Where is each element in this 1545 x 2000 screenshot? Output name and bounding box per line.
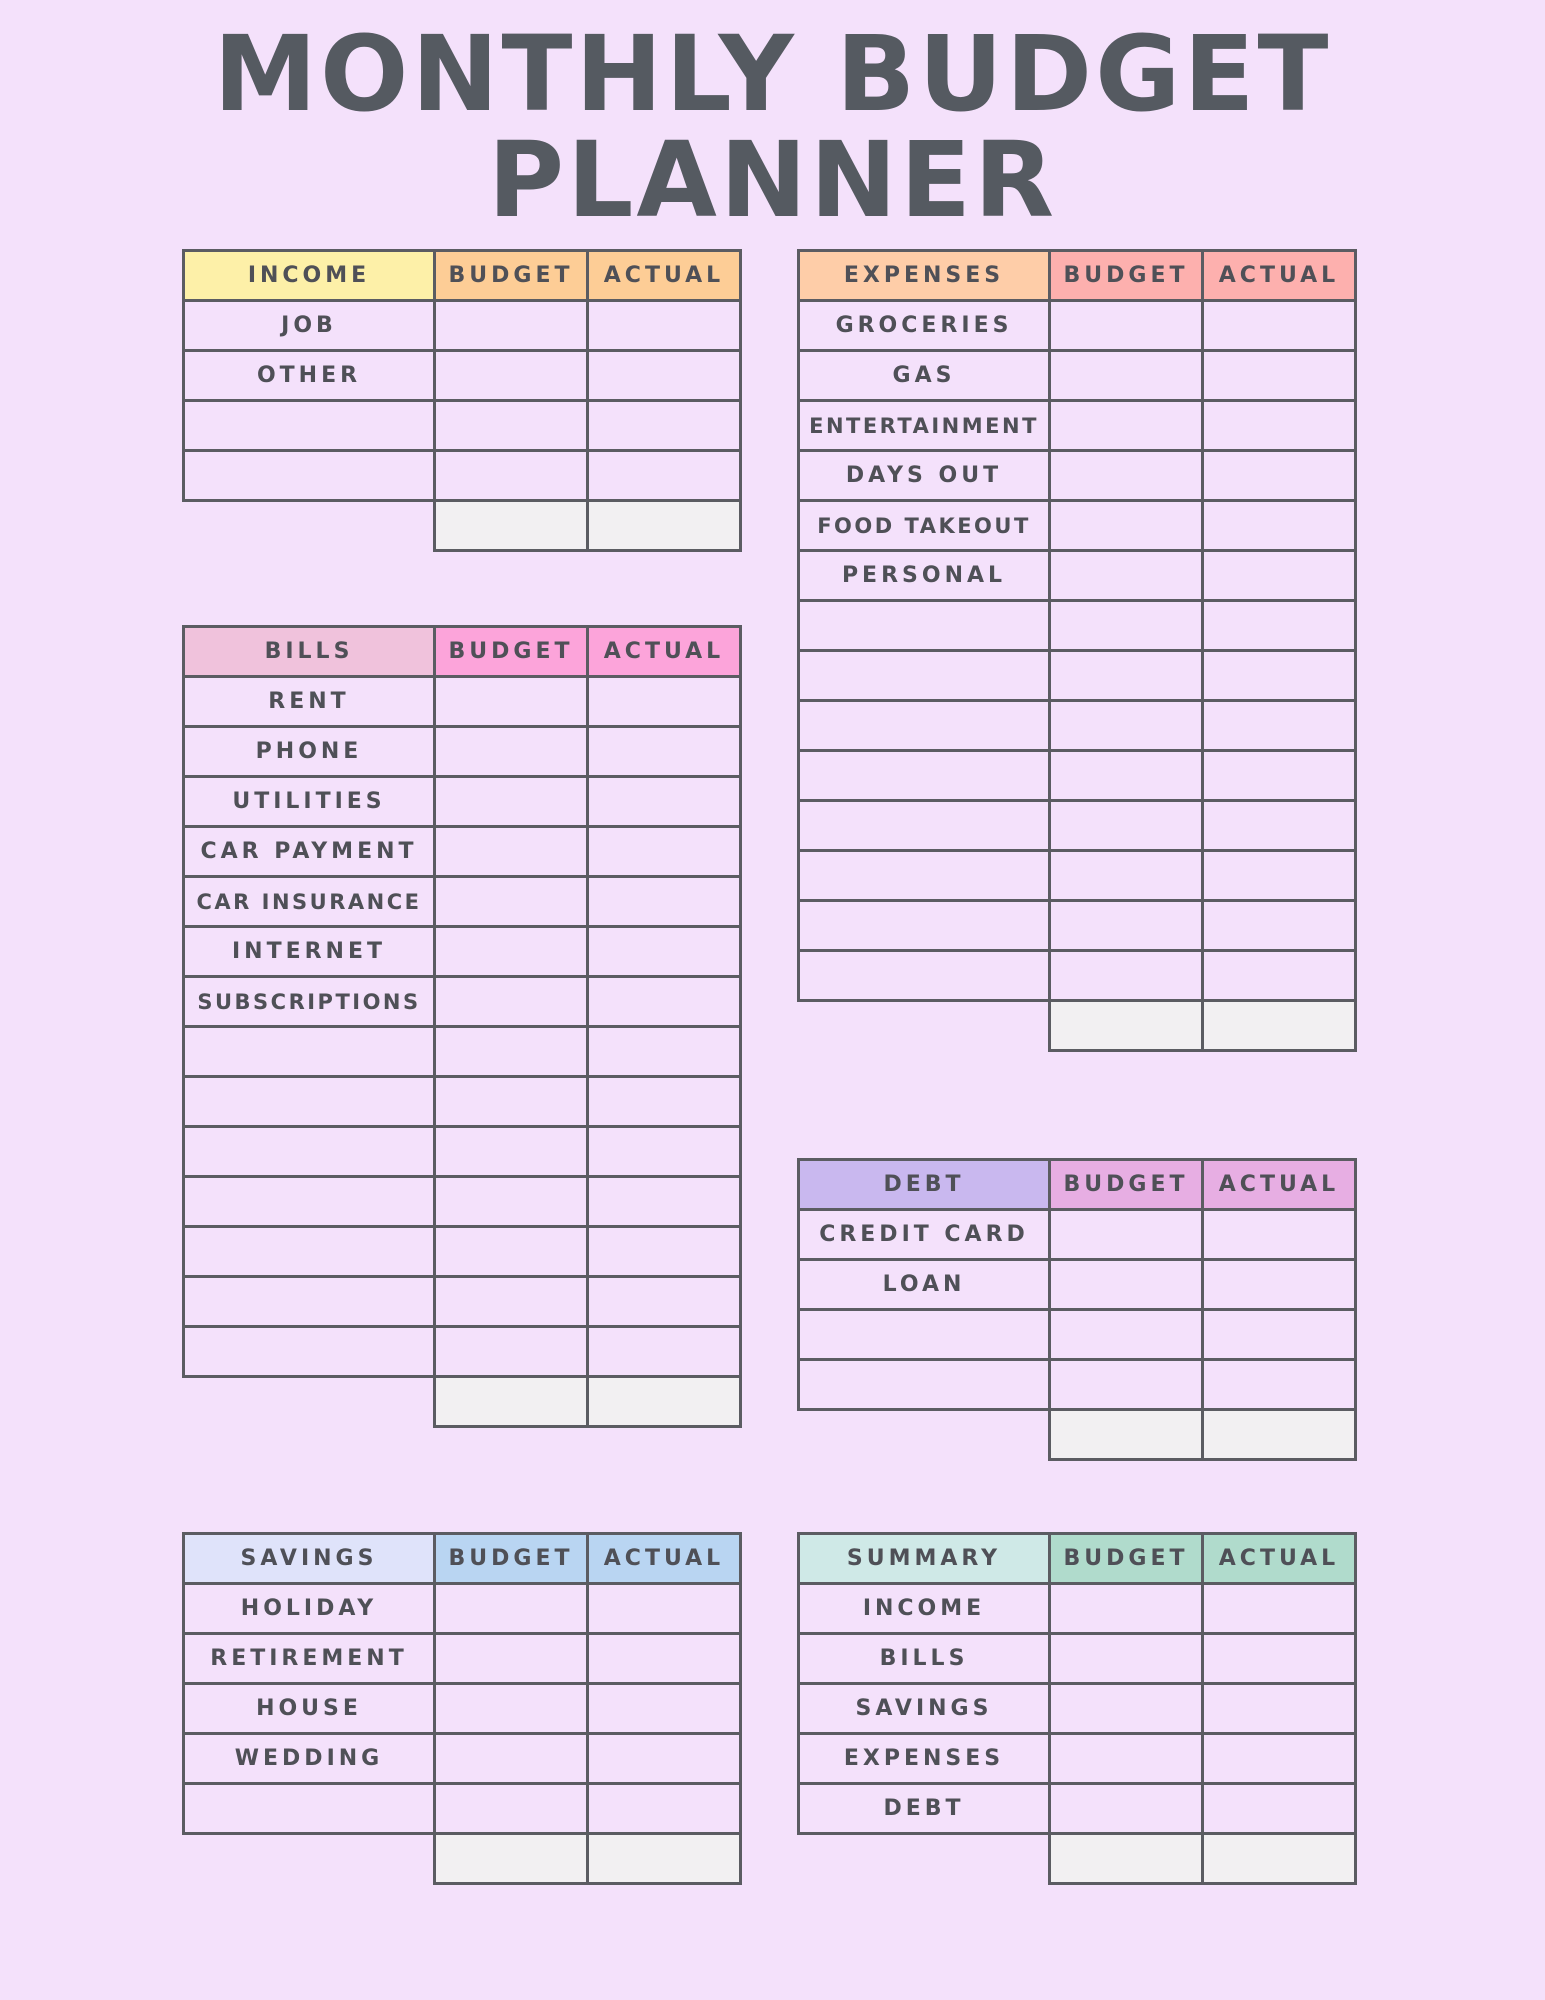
bills-row-label: SUBSCRIPTIONS — [184, 977, 435, 1027]
debt-budget-header: BUDGET — [1050, 1160, 1203, 1210]
bills-row-label: INTERNET — [184, 927, 435, 977]
expenses-row-label — [799, 901, 1050, 951]
bills-row-label — [184, 1027, 435, 1077]
debt-actual-cell[interactable] — [1203, 1260, 1356, 1310]
savings-header-row — [184, 1534, 741, 1584]
bills-actual-cell[interactable] — [588, 1177, 741, 1227]
table-row — [799, 851, 1356, 901]
expenses-row-label: FOOD TAKEOUT — [799, 501, 1050, 551]
bills-budget-total[interactable] — [435, 1377, 588, 1427]
savings-actual-cell[interactable] — [588, 1584, 741, 1634]
table-row — [184, 301, 741, 351]
bills-budget-cell[interactable] — [435, 677, 588, 727]
bills-row-label: CAR INSURANCE — [184, 877, 435, 927]
bills-actual-cell[interactable] — [588, 677, 741, 727]
savings-budget-cell[interactable] — [435, 1634, 588, 1684]
bills-budget-cell[interactable] — [435, 1227, 588, 1277]
bills-budget-cell[interactable] — [435, 777, 588, 827]
table-row — [799, 1310, 1356, 1360]
income-row-label — [184, 401, 435, 451]
expenses-actual-cell[interactable] — [1203, 501, 1356, 551]
bills-section-header: BILLS — [184, 627, 435, 677]
expenses-row-label — [799, 651, 1050, 701]
summary-actual-cell[interactable] — [1203, 1684, 1356, 1734]
table-row — [799, 501, 1356, 551]
table-row — [184, 1784, 741, 1834]
table-row — [799, 1634, 1356, 1684]
table-row — [799, 651, 1356, 701]
income-actual-cell[interactable] — [588, 401, 741, 451]
savings-budget-total[interactable] — [435, 1834, 588, 1884]
expenses-row-label: DAYS OUT — [799, 451, 1050, 501]
table-row — [799, 601, 1356, 651]
expenses-budget-cell[interactable] — [1050, 501, 1203, 551]
bills-budget-header: BUDGET — [435, 627, 588, 677]
expenses-budget-cell[interactable] — [1050, 551, 1203, 601]
bills-row-label — [184, 1277, 435, 1327]
income-actual-cell[interactable] — [588, 451, 741, 501]
debt-budget-cell[interactable] — [1050, 1360, 1203, 1410]
income-actual-cell[interactable] — [588, 351, 741, 401]
table-row — [184, 1027, 741, 1077]
table-row — [799, 1210, 1356, 1260]
bills-row-label — [184, 1227, 435, 1277]
savings-budget-cell[interactable] — [435, 1684, 588, 1734]
savings-row-label: WEDDING — [184, 1734, 435, 1784]
income-actual-header: ACTUAL — [588, 251, 741, 301]
expenses-actual-cell[interactable] — [1203, 651, 1356, 701]
debt-actual-cell[interactable] — [1203, 1210, 1356, 1260]
expenses-section-header: EXPENSES — [799, 251, 1050, 301]
expenses-row-label — [799, 851, 1050, 901]
bills-row-label: RENT — [184, 677, 435, 727]
expenses-actual-cell[interactable] — [1203, 701, 1356, 751]
summary-budget-cell[interactable] — [1050, 1734, 1203, 1784]
summary-row-label: INCOME — [799, 1584, 1050, 1634]
total-spacer — [184, 1834, 435, 1884]
table-row — [184, 1277, 741, 1327]
debt-row-label — [799, 1310, 1050, 1360]
total-spacer — [184, 1377, 435, 1427]
table-row — [799, 1584, 1356, 1634]
summary-actual-cell[interactable] — [1203, 1634, 1356, 1684]
bills-budget-cell[interactable] — [435, 1277, 588, 1327]
savings-actual-total[interactable] — [588, 1834, 741, 1884]
table-row — [184, 1077, 741, 1127]
income-budget-cell[interactable] — [435, 351, 588, 401]
bills-budget-cell[interactable] — [435, 1177, 588, 1227]
expenses-budget-header: BUDGET — [1050, 251, 1203, 301]
bills-actual-cell[interactable] — [588, 1027, 741, 1077]
summary-row-label: BILLS — [799, 1634, 1050, 1684]
expenses-budget-cell[interactable] — [1050, 351, 1203, 401]
table-row — [799, 1684, 1356, 1734]
bills-actual-cell[interactable] — [588, 1077, 741, 1127]
debt-row-label: LOAN — [799, 1260, 1050, 1310]
bills-row-label — [184, 1177, 435, 1227]
expenses-actual-cell[interactable] — [1203, 351, 1356, 401]
summary-budget-cell[interactable] — [1050, 1584, 1203, 1634]
expenses-budget-cell[interactable] — [1050, 801, 1203, 851]
summary-budget-cell[interactable] — [1050, 1634, 1203, 1684]
table-row — [184, 677, 741, 727]
expenses-actual-cell[interactable] — [1203, 751, 1356, 801]
bills-row-label — [184, 1077, 435, 1127]
table-row — [799, 351, 1356, 401]
summary-budget-total[interactable] — [1050, 1834, 1203, 1884]
bills-actual-cell[interactable] — [588, 927, 741, 977]
savings-row-label: HOUSE — [184, 1684, 435, 1734]
expenses-budget-cell[interactable] — [1050, 651, 1203, 701]
expenses-budget-cell[interactable] — [1050, 851, 1203, 901]
debt-budget-cell[interactable] — [1050, 1260, 1203, 1310]
expenses-row-label — [799, 801, 1050, 851]
expenses-row-label: GROCERIES — [799, 301, 1050, 351]
expenses-budget-cell[interactable] — [1050, 401, 1203, 451]
expenses-actual-cell[interactable] — [1203, 551, 1356, 601]
page-title-line2: PLANNER — [487, 119, 1058, 241]
summary-section-header: SUMMARY — [799, 1534, 1050, 1584]
bills-budget-cell[interactable] — [435, 1327, 588, 1377]
summary-actual-cell[interactable] — [1203, 1734, 1356, 1784]
income-row-label: OTHER — [184, 351, 435, 401]
income-budget-cell[interactable] — [435, 301, 588, 351]
table-row — [184, 351, 741, 401]
savings-table — [182, 1532, 742, 1885]
table-row — [184, 777, 741, 827]
savings-total-row — [184, 1834, 741, 1884]
page-title-line1: MONTHLY BUDGET — [213, 13, 1332, 135]
summary-row-label: EXPENSES — [799, 1734, 1050, 1784]
savings-budget-cell[interactable] — [435, 1784, 588, 1834]
table-row — [799, 701, 1356, 751]
table-row — [184, 1227, 741, 1277]
expenses-row-label: ENTERTAINMENT — [799, 401, 1050, 451]
income-budget-cell[interactable] — [435, 451, 588, 501]
table-row — [184, 827, 741, 877]
bills-row-label — [184, 1127, 435, 1177]
bills-row-label: CAR PAYMENT — [184, 827, 435, 877]
expenses-row-label: PERSONAL — [799, 551, 1050, 601]
total-spacer — [799, 1410, 1050, 1460]
income-budget-total[interactable] — [435, 501, 588, 551]
table-row — [799, 901, 1356, 951]
debt-row-label: CREDIT CARD — [799, 1210, 1050, 1260]
income-actual-cell[interactable] — [588, 301, 741, 351]
table-row — [799, 301, 1356, 351]
bills-actual-cell[interactable] — [588, 977, 741, 1027]
debt-budget-cell[interactable] — [1050, 1310, 1203, 1360]
bills-budget-cell[interactable] — [435, 977, 588, 1027]
expenses-budget-total[interactable] — [1050, 1001, 1203, 1051]
expenses-actual-cell[interactable] — [1203, 951, 1356, 1001]
expenses-actual-cell[interactable] — [1203, 451, 1356, 501]
expenses-actual-cell[interactable] — [1203, 301, 1356, 351]
bills-actual-total[interactable] — [588, 1377, 741, 1427]
bills-budget-cell[interactable] — [435, 727, 588, 777]
table-row — [184, 927, 741, 977]
bills-header-row — [184, 627, 741, 677]
table-row — [184, 401, 741, 451]
bills-row-label: PHONE — [184, 727, 435, 777]
table-row — [799, 1360, 1356, 1410]
table-row — [799, 401, 1356, 451]
debt-table — [797, 1158, 1357, 1461]
income-budget-header: BUDGET — [435, 251, 588, 301]
expenses-row-label: GAS — [799, 351, 1050, 401]
summary-row-label: DEBT — [799, 1784, 1050, 1834]
expenses-row-label — [799, 751, 1050, 801]
table-row — [799, 951, 1356, 1001]
summary-table — [797, 1532, 1357, 1885]
table-row — [184, 1327, 741, 1377]
bills-budget-cell[interactable] — [435, 1027, 588, 1077]
savings-budget-header: BUDGET — [435, 1534, 588, 1584]
savings-actual-header: ACTUAL — [588, 1534, 741, 1584]
table-row — [799, 1784, 1356, 1834]
expenses-budget-cell[interactable] — [1050, 951, 1203, 1001]
total-spacer — [184, 501, 435, 551]
bills-actual-cell[interactable] — [588, 827, 741, 877]
savings-budget-cell[interactable] — [435, 1584, 588, 1634]
table-row — [184, 1634, 741, 1684]
summary-budget-header: BUDGET — [1050, 1534, 1203, 1584]
expenses-actual-cell[interactable] — [1203, 801, 1356, 851]
table-row — [184, 1127, 741, 1177]
bills-actual-cell[interactable] — [588, 1227, 741, 1277]
bills-actual-cell[interactable] — [588, 1277, 741, 1327]
debt-actual-cell[interactable] — [1203, 1310, 1356, 1360]
expenses-budget-cell[interactable] — [1050, 751, 1203, 801]
savings-section-header: SAVINGS — [184, 1534, 435, 1584]
bills-actual-cell[interactable] — [588, 877, 741, 927]
summary-budget-cell[interactable] — [1050, 1784, 1203, 1834]
bills-row-label: UTILITIES — [184, 777, 435, 827]
bills-actual-cell[interactable] — [588, 727, 741, 777]
expenses-actual-cell[interactable] — [1203, 601, 1356, 651]
expenses-budget-cell[interactable] — [1050, 701, 1203, 751]
table-row — [184, 451, 741, 501]
table-row — [184, 1734, 741, 1784]
expenses-actual-cell[interactable] — [1203, 401, 1356, 451]
expenses-actual-cell[interactable] — [1203, 851, 1356, 901]
bills-actual-cell[interactable] — [588, 777, 741, 827]
savings-budget-cell[interactable] — [435, 1734, 588, 1784]
summary-total-row — [799, 1834, 1356, 1884]
income-section-header: INCOME — [184, 251, 435, 301]
bills-budget-cell[interactable] — [435, 927, 588, 977]
savings-actual-cell[interactable] — [588, 1784, 741, 1834]
table-row — [799, 551, 1356, 601]
bills-row-label — [184, 1327, 435, 1377]
summary-budget-cell[interactable] — [1050, 1684, 1203, 1734]
bills-actual-cell[interactable] — [588, 1327, 741, 1377]
debt-budget-total[interactable] — [1050, 1410, 1203, 1460]
expenses-budget-cell[interactable] — [1050, 301, 1203, 351]
expenses-total-row — [799, 1001, 1356, 1051]
income-row-label: JOB — [184, 301, 435, 351]
table-row — [799, 451, 1356, 501]
bills-actual-cell[interactable] — [588, 1127, 741, 1177]
expenses-actual-header: ACTUAL — [1203, 251, 1356, 301]
table-row — [184, 1584, 741, 1634]
savings-row-label: RETIREMENT — [184, 1634, 435, 1684]
expenses-budget-cell[interactable] — [1050, 901, 1203, 951]
income-table — [182, 249, 742, 552]
summary-actual-cell[interactable] — [1203, 1784, 1356, 1834]
total-spacer — [799, 1001, 1050, 1051]
debt-actual-header: ACTUAL — [1203, 1160, 1356, 1210]
bills-budget-cell[interactable] — [435, 827, 588, 877]
expenses-row-label — [799, 951, 1050, 1001]
debt-budget-cell[interactable] — [1050, 1210, 1203, 1260]
income-budget-cell[interactable] — [435, 401, 588, 451]
summary-header-row — [799, 1534, 1356, 1584]
table-row — [799, 1260, 1356, 1310]
savings-actual-cell[interactable] — [588, 1634, 741, 1684]
savings-actual-cell[interactable] — [588, 1734, 741, 1784]
expenses-actual-total[interactable] — [1203, 1001, 1356, 1051]
expenses-table — [797, 249, 1357, 1052]
debt-row-label — [799, 1360, 1050, 1410]
summary-actual-header: ACTUAL — [1203, 1534, 1356, 1584]
bills-budget-cell[interactable] — [435, 1127, 588, 1177]
table-row — [184, 727, 741, 777]
savings-row-label — [184, 1784, 435, 1834]
income-total-row — [184, 501, 741, 551]
table-row — [184, 977, 741, 1027]
expenses-actual-cell[interactable] — [1203, 901, 1356, 951]
table-row — [184, 877, 741, 927]
summary-actual-total[interactable] — [1203, 1834, 1356, 1884]
bills-total-row — [184, 1377, 741, 1427]
debt-actual-total[interactable] — [1203, 1410, 1356, 1460]
bills-table — [182, 625, 742, 1428]
debt-total-row — [799, 1410, 1356, 1460]
expenses-row-label — [799, 701, 1050, 751]
summary-actual-cell[interactable] — [1203, 1584, 1356, 1634]
table-row — [184, 1177, 741, 1227]
table-row — [799, 801, 1356, 851]
expenses-header-row — [799, 251, 1356, 301]
table-row — [799, 751, 1356, 801]
income-actual-total[interactable] — [588, 501, 741, 551]
bills-budget-cell[interactable] — [435, 877, 588, 927]
bills-actual-header: ACTUAL — [588, 627, 741, 677]
table-row — [799, 1734, 1356, 1784]
income-header-row — [184, 251, 741, 301]
expenses-budget-cell[interactable] — [1050, 601, 1203, 651]
bills-budget-cell[interactable] — [435, 1077, 588, 1127]
debt-section-header: DEBT — [799, 1160, 1050, 1210]
table-row — [184, 1684, 741, 1734]
debt-actual-cell[interactable] — [1203, 1360, 1356, 1410]
debt-header-row — [799, 1160, 1356, 1210]
savings-actual-cell[interactable] — [588, 1684, 741, 1734]
expenses-budget-cell[interactable] — [1050, 451, 1203, 501]
income-row-label — [184, 451, 435, 501]
expenses-row-label — [799, 601, 1050, 651]
savings-row-label: HOLIDAY — [184, 1584, 435, 1634]
summary-row-label: SAVINGS — [799, 1684, 1050, 1734]
total-spacer — [799, 1834, 1050, 1884]
